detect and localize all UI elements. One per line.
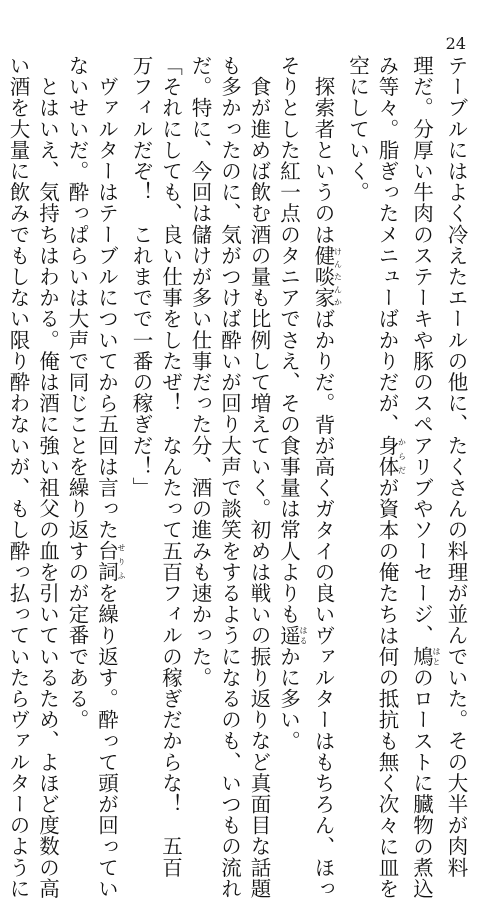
text-line: い酒を大量に飲みでもしない限り酔わないが、もし酔っ払っていたらヴァルターのように <box>6 55 30 899</box>
text-line: み等々。脂ぎったメニューばかりだが、身体からだが資本の俺たちは何の抵抗も無く次々に皿を <box>375 55 407 899</box>
text-line: 万フィルだぞ！ これまでで一番の稼ぎだ！」 <box>129 55 153 499</box>
text-line: ヴァルターはテーブルについてから五回は言った台詞せりふを繰り返す。酔って頭が回ってい <box>94 55 126 899</box>
text-line: だ。特に、今回は儲けが多い仕事だった分、酒の進みも速かった。 <box>188 55 212 688</box>
ruby-text: けんたんか <box>333 244 343 309</box>
text-line: テーブルにはよく冷えたエールの他に、たくさんの料理が並んでいた。その大半が肉料 <box>444 55 468 878</box>
ruby-text: はる <box>299 624 308 646</box>
body-text <box>6 55 470 899</box>
text-line: ないせいだ。酔っぱらいは大声で同じことを繰り返すのが定番である。 <box>65 55 89 731</box>
text-line: とはいえ、気持ちはわかる。俺は酒に強い祖父の血を引いているため、よほど度数の高 <box>35 55 60 899</box>
ruby-text: せりふ <box>117 540 126 583</box>
page-number: 24 <box>445 34 466 53</box>
text-line: 探索者というのは健啖家けんたんかばかりだ。背が高くガタイの良いヴァルターはもちろん、ほっ <box>311 55 343 899</box>
text-line: 空にしていく。 <box>345 55 370 203</box>
ruby-text: はと <box>432 645 441 667</box>
text-line: 「それにしても、良い仕事をしたぜ！ なんたって五百フィルの稼ぎだからな！ 五百 <box>158 55 183 878</box>
text-line: も多かったのに、気がつけば酔いが回り大声で談笑をするようになるのも、いつもの流れ <box>217 55 242 899</box>
text-line: 食が進めば飲む酒の量も比例して増えていく。初めは戦いの振り返りなど真面目な話題 <box>247 55 271 899</box>
text-line: そりとした紅一点のタニアでさえ、その食事量は常人よりも遥はるかに多い。 <box>276 55 308 752</box>
ruby-text: からだ <box>397 434 407 478</box>
text-line: 理だ。分厚い牛肉のステーキや豚のスペアリブやソーセージ、鳩はとのローストに臓物の煮込 <box>409 55 441 899</box>
